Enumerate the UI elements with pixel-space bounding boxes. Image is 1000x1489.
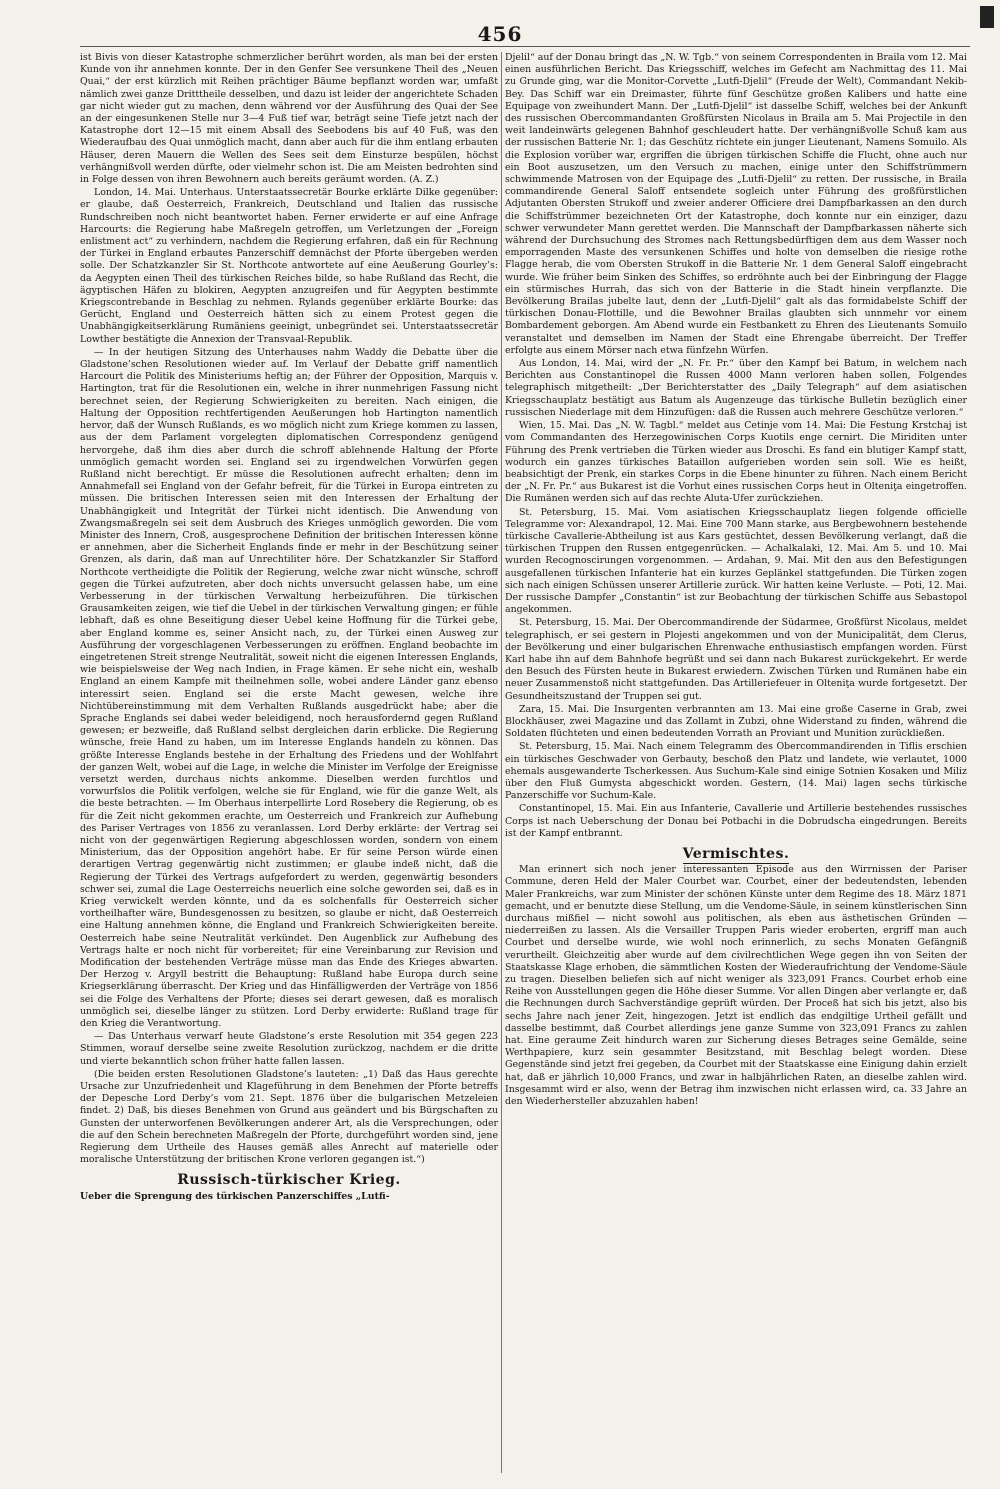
column-divider	[501, 52, 502, 1473]
article-paragraph: London, 14. Mai. Unterhaus. Unterstaatssecretär Bourke erklärte Dilke gegenüber: er glaube, daß Oesterreich, Frankreich, Deutschland und Italien das russische Rundschreiben noch nicht beantwortet haben. Ferner erwiderte er auf eine Anfrage Harcourts: die Regierung habe Maßregeln getroffen, um Verletzungen der „Foreign enlistment act“ zu verhindern, nachdem die Regierung erfahren, daß ein für Rechnung der Türkei in England erbautes Panzerschiff demnächst der Pforte übergeben werden solle. Der Schatzkanzler Sir St. Northcote antwortete auf eine Aeußerung Gourley’s: da Aegypten einen Theil des türkischen Reiches bilde, so habe Rußland das Recht, die ägyptischen Häfen zu blokiren, Aegypten anzugreifen und für Aegypten bestimmte Kriegscontrebande in Beschlag zu nehmen. Rylands gegenüber erklärte Bourke: das Gerücht, England und Oesterreich hätten sich zu einem Protest gegen die Unabhängigkeitserklärung Rumäniens geeinigt, unbegründet sei. Unterstaatssecretär Lowther bestätigte die Annexion der Transvaal-Republik.	[80, 187, 498, 345]
section-lead: Ueber die Sprengung des türkischen Panzerschiffes „Lutfi-	[80, 1190, 390, 1202]
left-column	[80, 52, 498, 1473]
right-column	[505, 52, 967, 1473]
article-paragraph: ist Bivis von dieser Katastrophe schmerzlicher berührt worden, als man bei der ersten Kunde von ihr annehmen konnte. Der in den Genfer See versunkene Theil des „Neuen Quai,“ der erst kürzlich mit Reihen prächtiger Bäume bepflanzt worden war, umfaßt nämlich zwei ganze Dritttheile desselben, und dazu ist leider der angerichtete Schaden gar nicht wieder gut zu machen, denn während vor der Ausführung des Quai der See an der eingesunkenen Stelle nur 3—4 Fuß tief war, beträgt seine Tiefe jetzt nach der Katastrophe dort 12—15 mit einem Absall des Seebodens bis auf 40 Fuß, was den Wiederaufbau des Quai unmöglich macht, dann aber auch für die ihm entlang erbauten Häuser, deren Mauern die Wellen des Sees seit dem Einsturze bespülen, höchst verhängnißvoll werden dürfte, oder vielmehr schon ist. Die am Meisten bedrohten sind in Folge dessen von ihren Bewohnern auch bereits geräumt worden. (A. Z.)	[80, 52, 498, 186]
article-paragraph: Wien, 15. Mai. Das „N. W. Tagbl.“ meldet aus Cetinje vom 14. Mai: Die Festung Krstchaj ist vom Commandanten des Herzegowinischen Corps Kuotils enge cernirt. Die Miriditen unter Führung des Prenk vertrieben die Türken wieder aus Droschi. Es fand ein blutiger Kampf statt, wodurch ein ganzes türkisches Bataillon aufgerieben worden sein soll. Wie es heißt, beabsichtigt der Prenk, ein starkes Corps in die Ebene hinunter zu führen. Nach einem Bericht der „N. Fr. Pr.“ aus Bukarest ist die Vorhut eines russischen Corps heut in Olteniţa eingetroffen. Die Rumänen werden sich auf das rechte Aluta-Ufer zurückziehen.	[505, 420, 967, 505]
header-rule	[80, 46, 970, 47]
article-paragraph: St. Petersburg, 15. Mai. Nach einem Telegramm des Obercommandirenden in Tiflis erschien ein türkisches Geschwader von Gerbauty, beschoß den Platz und landete, wie verlautet, 1000 ehemals ausgewanderte Tscherkessen. Aus Suchum-Kale sind einige Sotnien Kosaken und Miliz über den Fluß Gumysta abgeschickt worden. Gestern, (14. Mai) lagen sechs türkische Panzerschiffe vor Suchum-Kale.	[505, 741, 967, 802]
article-paragraph: Constantinopel, 15. Mai. Ein aus Infanterie, Cavallerie und Artillerie bestehendes russisches Corps ist nach Ueberschung der Donau bei Potbachi in die Dobrudscha eingedrungen. Bereits ist der Kampf entbrannt.	[505, 803, 967, 839]
page-number: 456	[477, 22, 523, 46]
article-paragraph: Djelil“ auf der Donau bringt das „N. W. Tgb.“ von seinem Correspondenten in Braila vom 12. Mai einen ausführlichen Bericht. Das Kriegsschiff, welches im Gefecht am Nachmittag des 11. Mai zu Grunde ging, war die Monitor-Corvette „Lutfi-Djelil“ (Freude der Welt), Commandant Nekib-Bey. Das Schiff war ein Dreimaster, führte fünf Geschütze großen Kalibers und hatte eine Equipage von zweihundert Mann. Der „Lutfi-Djelil“ ist dasselbe Schiff, welches bei der Ankunft des russischen Obercommandanten Großfürsten Nicolaus in Braila am 5. Mai Projectile in den weit landeinwärts gelegenen Bahnhof geschleudert hatte. Der verhängnißvolle Schuß kam aus der russischen Batterie Nr. 1; das Geschütz richtete ein junger Lieutenant, Namens Somuilo. Als die Explosion vorüber war, ergriffen die übrigen türkischen Schiffe die Flucht, ohne auch nur ein Boot auszusetzen, um den Versuch zu machen, einige unter den Schiffstrümmern schwimmende Matrosen von der Equipage des „Lutfi-Djelil“ zu retten. Der russische, in Braila commandirende General Saloff entsendete sogleich unter Führung des großfürstlichen Adjutanten Obersten Strukoff und zweier anderer Officiere drei Dampfbarkassen an den durch die Schiffstrümmer bezeichneten Ort der Katastrophe, doch konnte nur ein einziger, dazu schwer verwundeter Mann gerettet werden. Die Mannschaft der Dampfbarkassen näherte sich während der Durchsuchung des Stromes nach Rettungsbedürftigen dem aus dem Wasser noch emporragenden Maste des versunkenen Schiffes und holte von demselben die riesige rothe Flagge herab, die vom Obersten Strukoff in die Batterie Nr. 1 dem General Saloff eingebracht wurde. Wie früher beim Sinken des Schiffes, so erdröhnte auch bei der Einbringung der Flagge ein stürmisches Hurrah, das sich von der Batterie in die Stadt hinein verpflanzte. Die Bevölkerung Brailas jubelte laut, denn der „Lutfi-Djelil“ galt als das formidabelste Schiff der türkischen Donau-Flottille, und die Bewohner Brailas glaubten sich unnmehr vor einem Bombardement geborgen. Am Abend wurde ein Festbankett zu Ehren des Lieutenants Somuilo veranstaltet und demselben im Namen der Stadt eine Ehrengabe überreicht. Der Treffer erfolgte aus einem Mörser nach etwa fünfzehn Würfen.	[505, 52, 967, 356]
article-paragraph: — Das Unterhaus verwarf heute Gladstone’s erste Resolution mit 354 gegen 223 Stimmen, worauf derselbe seine zweite Resolution zurückzog, nachdem er die dritte und vierte bekanntlich schon früher hatte fallen lassen.	[80, 1031, 498, 1067]
section-heading-miscellaneous	[505, 848, 967, 860]
article-paragraph: Aus London, 14. Mai, wird der „N. Fr. Pr.“ über den Kampf bei Batum, in welchem nach Berichten aus Constantinopel die Russen 4000 Mann verloren haben sollen, Folgendes telegraphisch mitgetheilt: „Der Berichterstatter des „Daily Telegraph“ auf dem asiatischen Kriegsschauplatz bestätigt aus Batum als Augenzeuge das türkische Bulletin bezüglich einer russischen Niederlage mit dem Hinzufügen: daß die Russen auch mehrere Geschütze verloren.“	[505, 358, 967, 418]
article-paragraph: Zara, 15. Mai. Die Insurgenten verbrannten am 13. Mai eine große Caserne in Grab, zwei Blockhäuser, zwei Magazine und das Zollamt in Zubzi, ohne Widerstand zu finden, während die Soldaten flüchteten und einen bedeutenden Vorrath an Proviant und Munition zurückließen.	[505, 703, 967, 740]
article-paragraph: — In der heutigen Sitzung des Unterhauses nahm Waddy die Debatte über die Gladstone’schen Resolutionen wieder auf. Im Verlauf der Debatte griff namentlich Harcourt die Politik des Ministeriums heftig an; der Führer der Opposition, Marquis v. Hartington, trat für die Resolutionen ein, welche in ihrer nunmehrigen Fassung nicht berechnet seien, der Regierung Schwierigkeiten zu bereiten. Nach einigen, die Haltung der Opposition rechtfertigenden Aeußerungen hob Hartington namentlich hervor, daß der Wunsch Rußlands, es wo möglich nicht zum Kriege kommen zu lassen, aus der dem Parlament vorgelegten diplomatischen Correspondenz genügend hervorgehe, daß ihm dies aber durch die schroff ablehnende Haltung der Pforte unmöglich gemacht worden sei. England sei zu irgendwelchen Vorwürfen gegen Rußland nicht berechtigt. Er müsse die Resolutionen aufrecht erhalten; denn im Annahmefall sei England von der Gefahr befreit, für die Türkei in Europa eintreten zu müssen. Die britischen Interessen seien mit den Interessen der Erhaltung der Unabhängigkeit und Integrität der Türkei nicht identisch. Die Anwendung von Zwangsmaßregeln sei seit dem Ausbruch des Krieges unmöglich geworden. Die vom Minister des Innern, Croß, ausgesprochene Definition der britischen Interessen könne er annehmen, aber die Sicherheit Englands finde er mehr in der Beschützung seiner Grenzen, als darin, daß man auf Unrechtiliter höre. Der Schatzkanzler Sir Stafford Northcote vertheidigte die Politik der Regierung, welche zwar nicht wünsche, schroff gegen die Türkei aufzutreten, aber doch nichts unversucht gelassen habe, um eine Verbesserung in der türkischen Verwaltung herbeizuführen. Die türkischen Grausamkeiten zeigen, wie tief die Uebel in der türkischen Verwaltung gingen; er fühle lebhaft, daß es ohne Beseitigung dieser Uebel keine Hoffnung für die Türkei gebe, aber England komme es, seiner Ansicht nach, zu, der Türkei einen Ausweg zur Ausführung der vorgeschlagenen Verbesserungen zu eröffnen. England beobachte im eingetretenen Streit strenge Neutralität, soweit nicht die eigenen Interessen Englands, wie beispielsweise der Weg nach Indien, in Frage kämen. Er sehe nicht ein, weshalb England an einem Kampfe mit theilnehmen solle, wobei andere Länder ganz ebenso interessirt seien. England sei die erste Macht gewesen, welche ihre Nichtübereinstimmung mit dem Verhalten Rußlands ausgedrückt habe; aber die Sprache Englands sei dabei weder beleidigend, noch herausfordernd gegen Rußland gewesen; er bezweifle, daß Rußland selbst dergleichen darin erblicke. Die Regierung wünsche, freie Hand zu haben, um im Interesse Englands handeln zu können. Das größte Interesse Englands bestehe in der Erhaltung des Friedens und der Wohlfahrt der ganzen Welt, wobei auf die Lage, in welche die Minister im Verfolge der Ereignisse versetzt werden, durchaus nichts ankomme. Dieselben werden furchtlos und vorwurfslos die Politik verfolgen, welche sie für England, wie für die ganze Welt, als die beste betrachten. — Im Oberhaus interpellirte Lord Rosebery die Regierung, ob es für die Zeit nicht gekommen erachte, um Oesterreich und Frankreich zur Aufhebung des Pariser Vertrages von 1856 zu veranlassen. Lord Derby erklärte: der Vertrag sei nicht von der gegenwärtigen Regierung abgeschlossen worden, sondern von einem Ministerium, das der Opposition angehört habe. Er für seine Person würde einen derartigen Vertrag gegenwärtig nicht zustimmen; er glaube indeß nicht, daß die Regierung der Türkei des Vertrags aufgefordert zu werden, gegenwärtig besonders schwer sei, zumal die Lage Oesterreichs neuerlich eine solche geworden sei, daß es in Krieg verwickelt werden könnte, und da es solchenfalls für Oesterreich sicher vortheilhafter wäre, Bundesgenossen zu besitzen, so glaube er nicht, daß Oesterreich eine Haltung annehmen könne, die England und Frankreich Schwierigkeiten bereite. Oesterreich habe seine Neutralität verkündet. Den Augenblick zur Aufhebung des Vertrags halte er noch nicht für vorbereitet; für eine Vereinbarung zur Revision und Modification der bestehenden Verträge müsse man das Ende des Krieges abwarten. Der Herzog v. Argyll bestritt die Behauptung: Rußland habe Europa durch seine Kriegserklärung überrascht. Der Krieg und das Hinfälligwerden der Verträge von 1856 sei die Folge des Verhaltens der Pforte; dieses sei derart gewesen, daß es moralisch unmöglich sei, dieselbe länger zu stützen. Lord Derby erwiderte: Rußland trage für den Krieg die Verantwortung.	[80, 346, 498, 1030]
article-paragraph: (Die beiden ersten Resolutionen Gladstone’s lauteten: „1) Daß das Haus gerechte Ursache zur Unzufriedenheit und Klageführung in dem Benehmen der Pforte betreffs der Depesche Lord Derby’s vom 21. Sept. 1876 über die bulgarischen Metzeleien findet. 2) Daß, bis dieses Benehmen von Grund aus geändert und bis Bürgschaften zu Gunsten der unterworfenen Bevölkerungen anderer Art, als die Versprechungen, oder die auf den Schein berechneten Maßregeln der Pforte, durchgeführt worden sind, jene Regierung dem Urtheile des Hauses gemäß alles Anrecht auf materielle oder moralische Unterstützung der britischen Krone verloren gegangen ist.“)	[80, 1068, 498, 1166]
article-paragraph: St. Petersburg, 15. Mai. Vom asiatischen Kriegsschauplatz liegen folgende officielle Telegramme vor: Alexandrapol, 12. Mai. Eine 700 Mann starke, aus Bergbewohnern bestehende türkische Cavallerie-Abtheilung ist aus Kars gestüchtet, dessen Bevölkerung verlangt, daß die türkischen Truppen den Russen entgegenrücken. — Achalkalaki, 12. Mai. Am 5. und 10. Mai wurden Recognoscirungen vorgenommen. — Ardahan, 9. Mai. Mit den aus den Befestigungen ausgefallenen türkischen Infanterie hat ein kurzes Geplänkel stattgefunden. Die Türken zogen sich nach einigen Schüssen unserer Artillerie zurück. Wir hatten keine Verluste. — Poti, 12. Mai. Der russische Dampfer „Constantin“ ist zur Beobachtung der türkischen Schiffe aus Sebastopol angekommen.	[505, 506, 967, 616]
article-paragraph: St. Petersburg, 15. Mai. Der Obercommandirende der Südarmee, Großfürst Nicolaus, meldet telegraphisch, er sei gestern in Plojesti angekommen und von der Municipalität, dem Clerus, der Bevölkerung und einer bulgarischen Ehrenwache enthusiastisch empfangen worden. Fürst Karl habe ihn auf dem Bahnhofe begrüßt und sei dann nach Bukarest zurückgekehrt. Er werde den Besuch des Fürsten heute in Bukarest erwiedern. Zwischen Türken und Rumänen habe ein neuer Zusammenstoß nicht stattgefunden. Das Artilleriefeuer in Olteniţa wurde fortgesetzt. Der Gesundheitszustand der Truppen sei gut.	[505, 617, 967, 702]
section-heading-russian-turkish-war: Russisch-türkischer Krieg.	[177, 1172, 401, 1189]
section-heading-text: Vermischtes.	[682, 846, 790, 862]
article-paragraph: Man erinnert sich noch jener interessanten Episode aus den Wirrnissen der Pariser Commune, deren Held der Maler Courbet war. Courbet, einer der bedeutendsten, lebenden Maler Frankreichs, war zum Minister der schönen Künste unter dem Regime des 18. März 1871 gemacht, und er benutzte diese Stellung, um die Vendome-Säule, in seinem künstlerischen Sinn durchaus mißfiel — nicht sowohl aus politischen, als eben aus ästhetischen Gründen — niederreißen zu lassen. Als die Versailler Truppen Paris wieder eroberten, ergriff man auch Courbet und derselbe wurde, wie wohl noch erinnerlich, zu sechs Monaten Gefängniß verurtheilt. Gleichzeitig aber wurde auf dem civilrechtlichen Wege gegen ihn von Seiten der Staatskasse Klage erhoben, die sämmtlichen Kosten der Wiederaufrichtung der Vendome-Säule zu tragen. Dieselben beliefen sich auf nicht weniger als 323,091 Francs. Courbet erhob eine Reihe von Ausstellungen gegen die Höhe dieser Summe. Vor allen Dingen aber verlangte er, daß die Rechnungen durch Sachverständige geprüft würden. Der Proceß hat sich bis jetzt, also bis sechs Jahre nach jener Zeit, hingezogen. Jetzt ist endlich das endgiltige Urtheil gefällt und dasselbe bestimmt, daß Courbet allerdings jene ganze Summe von 323,091 Francs zu zahlen hat. Eine geraume Zeit hindurch waren zur Sicherung dieses Betrages seine Gemälde, seine Werthpapiere, kurz sein gesammter Besitzstand, mit Beschlag belegt worden. Diese Gegenstände sind jetzt frei gegeben, da Courbet mit der Staatskasse eine Einigung dahin erzielt hat, daß er jährlich 10,000 Francs, und zwar in halbjährlichen Raten, an dieselbe zahlen wird. Insgesammt wird er also, wenn der Betrag ihm inzwischen nicht erlassen wird, ca. 33 Jahre an den Wiederhersteller abzuzahlen haben!	[505, 864, 967, 1108]
